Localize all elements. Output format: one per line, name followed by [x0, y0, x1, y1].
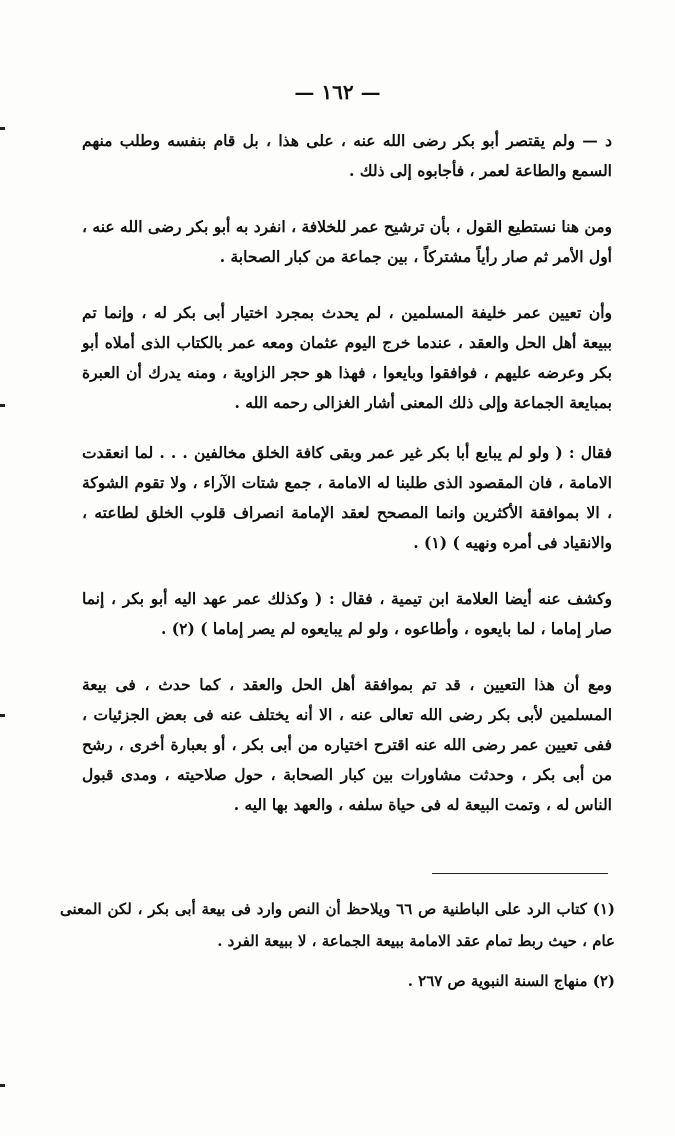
paragraph-6: ومع أن هذا التعيين ، قد تم بموافقة أهل الحل والعقد ، كما حدث ، فى بيعة المسلمين لأبى بكر رضى الله تعالى عنه ، الا أنه يختلف عنه فى بعض الجزئيات ، ففى تعيين عمر رضى الله عنه اقترح اختياره من أبى بكر ، أو بعبارة أخرى ، رشح من أبى بكر ، وحدثت مشاورات بين كبار الصحابة ، حول صلاحيته ، ومدى قبول الناس له ، وتمت البيعة له فى حياة سلفه ، والعهد بها اليه .: [82, 675, 613, 814]
paragraph-2: ومن هنا نستطيع القول ، بأن ترشيح عمر للخلافة ، انفرد به أبو بكر رضى الله عنه ، أول الأمر ثم صار رأياً مشتركاً ، بين جماعة من كبار الصحابة .: [82, 217, 612, 266]
paragraph-5-quote: وكشف عنه أيضا العلامة ابن تيمية ، فقال : ( وكذلك عمر عهد اليه أبو بكر ، إنما صار إماما ، لما بايعوه ، وأطاعوه ، ولو لم يبايعوه لم يصر إماما ) (٢) .: [82, 589, 612, 638]
margin-mark: [0, 404, 5, 407]
paragraph-3: وأن تعيين عمر خليفة المسلمين ، لم يحدث بمجرد اختيار أبى بكر له ، وإنما تم ببيعة أهل الحل والعقد ، عندما خرج اليوم عثمان ومعه عمر بالكتاب الذى أملاه أبو بكر وعرضه عليهم ، فوافقوا وبايعوا ، فهذا هو حجر الزاوية ، ومنه يدرك أن العبرة بمبايعة الجماعة وإلى ذلك المعنى أشار الغزالى رحمه الله .: [82, 303, 612, 412]
page-number: — ١٦٢ —: [294, 80, 381, 104]
footnotes: [60, 893, 615, 997]
margin-mark: [0, 1084, 5, 1087]
footnote-separator: [432, 873, 608, 874]
footnote-2: (٢) منهاج السنة النبوية ص ٢٦٧ .: [407, 972, 615, 990]
margin-mark: [0, 127, 5, 130]
footnote-1: (١) كتاب الرد على الباطنية ص ٦٦ ويلاحظ أن النص وارد فى بيعة أبى بكر ، لكن المعنى عام ، حيث ربط تمام عقد الامامة ببيعة الجماعة ، لا ببيعة الفرد .: [60, 900, 615, 950]
paragraph-1: د — ولم يقتصر أبو بكر رضى الله عنه ، على هذا ، بل قام بنفسه وطلب منهم السمع والطاعة لعمر ، فأجابوه إلى ذلك .: [82, 131, 612, 180]
margin-mark: [0, 714, 5, 717]
main-text: [82, 126, 612, 820]
paragraph-4-quote: فقال : ( ولو لم يبايع أبا بكر غير عمر وبقى كافة الخلق مخالفين . . . لما انعقدت الامامة ، فان المقصود الذى طلبنا له الامامة ، جمع شتات الآراء ، ولا تقوم الشوكة ، الا بموافقة الأكثرين وانما المصحح لعقد الإمامة انصراف قلوب الخلق لطاعته ، والانقياد فى أمره ونهيه ) (١) .: [82, 443, 612, 552]
